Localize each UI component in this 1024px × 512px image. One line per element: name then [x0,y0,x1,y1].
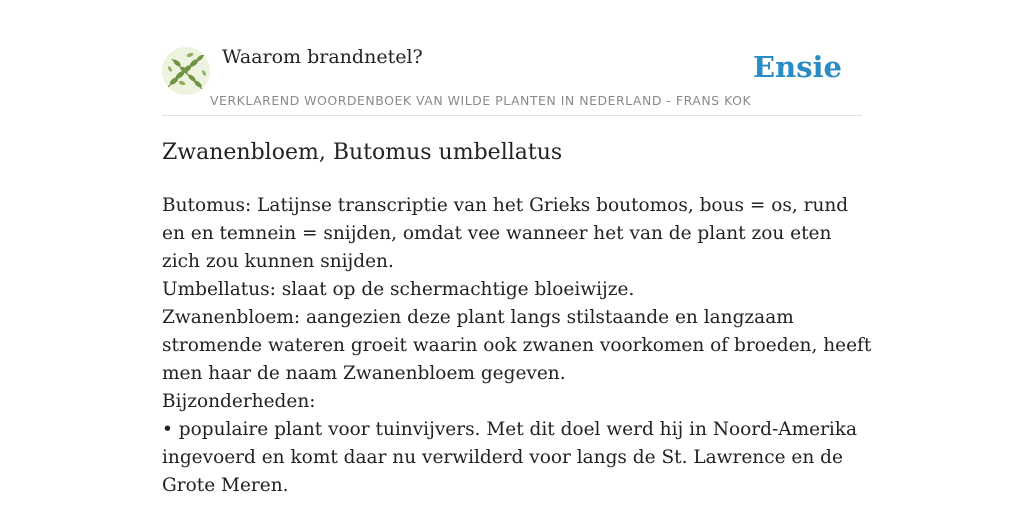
entry-paragraph-umbellatus: Umbellatus: slaat op de schermachtige bloeiwijze. [162,279,635,300]
entry-paragraph-zwanenbloem: Zwanenbloem: aangezien deze plant langs stilstaande en langzaam stromende wateren groeit waarin ook zwanen voorkomen of broeden, heeft men haar de naam Zwanenbloem gegeven. [162,307,872,384]
header-divider [162,115,862,116]
entry-body [162,192,872,500]
dictionary-source-link[interactable]: VERKLAREND WOORDENBOEK VAN WILDE PLANTEN IN NEDERLAND - FRANS KOK [210,93,752,108]
entry-paragraph-bullet: • populaire plant voor tuinvijvers. Met dit doel werd hij in Noord-Amerika ingevoerd en komt daar nu verwilderd voor langs de St. Lawrence en de Grote Meren. [162,419,858,496]
entry-paragraph-bijzonderheden: Bijzonderheden: [162,391,316,412]
entry-title: Zwanenbloem, Butomus umbellatus [162,140,563,165]
entry-paragraph-butomus: Butomus: Latijnse transcriptie van het Grieks boutomos, bous = os, rund en en temnein = snijden, omdat vee wanneer het van de plant zou eten zich zou kunnen snijden. [162,195,849,272]
site-header [162,0,862,116]
leaf-illustration-icon[interactable] [162,47,210,95]
site-title-link[interactable]: Waarom brandnetel? [222,46,423,68]
ensie-logo-link[interactable]: Ensie [753,50,842,84]
